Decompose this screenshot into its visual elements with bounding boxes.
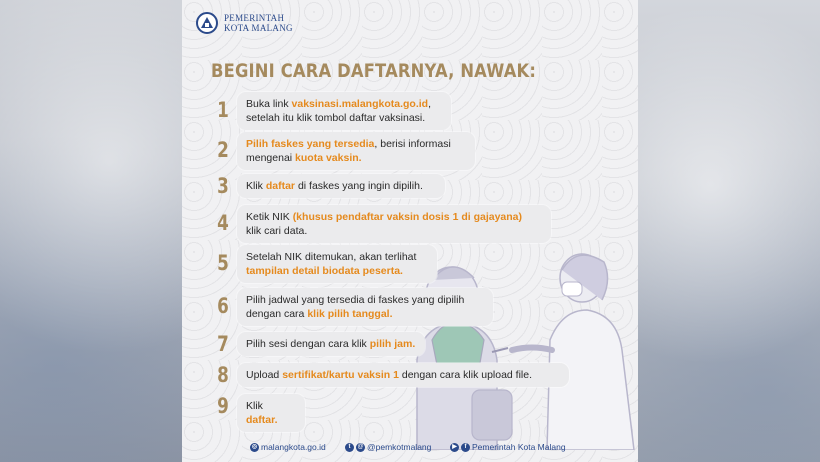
step-text: Pilih faskes yang tersedia, berisi informasi mengenai kuota vaksin. [237, 132, 475, 170]
step-number: 7 [217, 332, 229, 356]
step-text: Upload sertifikat/kartu vaksin 1 dengan cara klik upload file. [237, 363, 569, 387]
blurred-background-right [638, 0, 820, 462]
logo-text: PEMERINTAH KOTA MALANG [224, 13, 293, 33]
step-text: Pilih sesi dengan cara klik pilih jam. [237, 332, 425, 356]
step-number: 6 [217, 294, 229, 318]
youtube-icon: ▶ [450, 443, 459, 452]
facebook-icon: f [461, 443, 470, 452]
twitter-icon: t [345, 443, 354, 452]
step-number: 5 [217, 251, 229, 275]
instagram-icon: ◎ [251, 443, 258, 450]
vaccination-illustration [412, 240, 638, 450]
blurred-background-left [0, 0, 182, 462]
step-number: 8 [217, 363, 229, 387]
email-icon: @ [357, 443, 364, 450]
government-logo [196, 12, 293, 34]
step-text: Pilih jadwal yang tersedia di faskes yang dipilih dengan cara klik pilih tanggal. [237, 288, 493, 326]
footer-website[interactable]: ◎ malangkota.go.id [251, 442, 326, 452]
step-number: 4 [217, 211, 229, 235]
footer-channel[interactable]: ▶ f Pemerintah Kota Malang [450, 442, 566, 452]
city-emblem-icon [196, 12, 218, 34]
footer-social-bar [182, 440, 638, 454]
step-number: 1 [217, 98, 229, 122]
step-text: Klik daftar di faskes yang ingin dipilih. [237, 174, 445, 198]
step-number: 2 [217, 138, 229, 162]
step-text: Klik daftar. [237, 394, 305, 432]
step-number: 3 [217, 174, 229, 198]
highlight-link: vaksinasi.malangkota.go.id [291, 98, 429, 110]
poster-card [182, 0, 638, 462]
step-number: 9 [217, 394, 229, 418]
footer-social[interactable]: t @ @pemkotmalang [345, 442, 431, 452]
step-text: Buka link vaksinasi.malangkota.go.id, setelah itu klik tombol daftar vaksinasi. [237, 92, 451, 130]
step-text: Setelah NIK ditemukan, akan terlihat tampilan detail biodata peserta. [237, 245, 437, 283]
page-title: BEGINI CARA DAFTARNYA, NAWAK: [211, 60, 537, 82]
step-text: Ketik NIK (khusus pendaftar vaksin dosis 1 di gajayana) klik cari data. [237, 205, 551, 243]
